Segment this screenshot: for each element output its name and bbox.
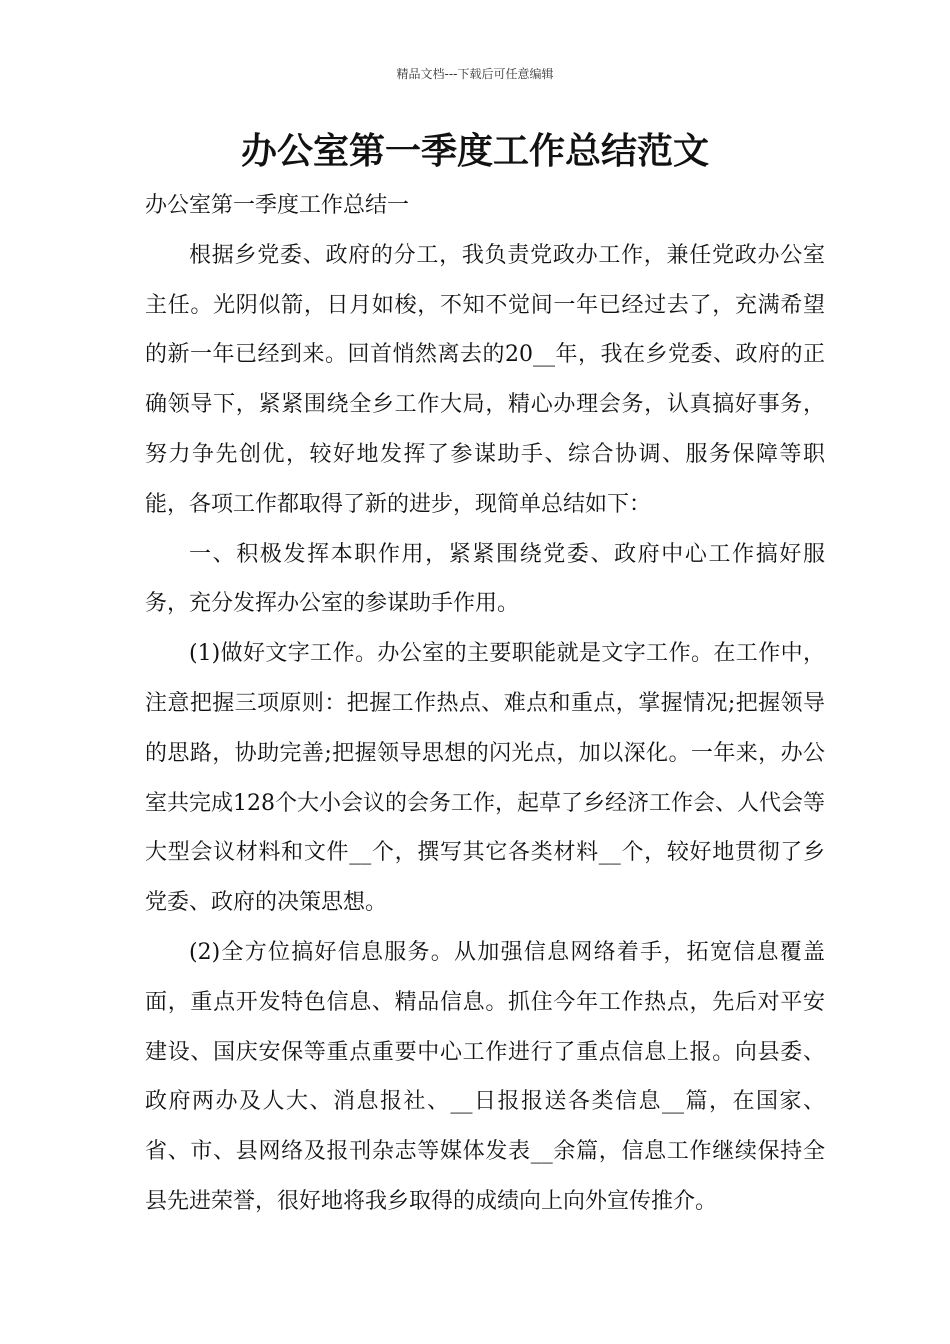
paragraph-intro: 根据乡党委、政府的分工，我负责党政办工作，兼任党政办公室主任。光阴似箭，日月如梭，不知不觉间一年已经过去了，充满希望的新一年已经到来。回首悄然离去的20__年，我在乡党委、政府的正确领导下，紧紧围绕全乡工作大局，精心办理会务，认真搞好事务，努力争先创优，较好地发挥了参谋助手、综合协调、服务保障等职能，各项工作都取得了新的进步，现简单总结如下： <box>145 242 825 517</box>
paragraph-information-service: (2)全方位搞好信息服务。从加强信息网络着手，拓宽信息覆盖面，重点开发特色信息、精品信息。抓住今年工作热点，先后对平安建设、国庆安保等重点重要中心工作进行了重点信息上报。向县委、政府两办及人大、消息报社、__日报报送各类信息__篇，在国家、省、市、县网络及报刊杂志等媒体发表__余篇，信息工作继续保持全县先进荣誉，很好地将我乡取得的成绩向上向外宣传推介。 <box>145 939 825 1214</box>
paragraph-writing-work: (1)做好文字工作。办公室的主要职能就是文字工作。在工作中，注意把握三项原则：把握工作热点、难点和重点，掌握情况;把握领导的思路，协助完善;把握领导思想的闪光点，加以深化。一年来，办公室共完成128个大小会议的会务工作，起草了乡经济工作会、人代会等大型会议材料和文件__个，撰写其它各类材料__个，较好地贯彻了乡党委、政府的决策思想。 <box>145 641 825 916</box>
paragraph-section-one: 一、积极发挥本职作用，紧紧围绕党委、政府中心工作搞好服务，充分发挥办公室的参谋助手作用。 <box>145 541 825 617</box>
document-title: 办公室第一季度工作总结范文 <box>240 131 709 172</box>
header-note: 精品文档---下载后可任意编辑 <box>396 67 554 81</box>
document-body <box>145 181 825 1227</box>
section-subtitle: 办公室第一季度工作总结一 <box>145 193 410 218</box>
